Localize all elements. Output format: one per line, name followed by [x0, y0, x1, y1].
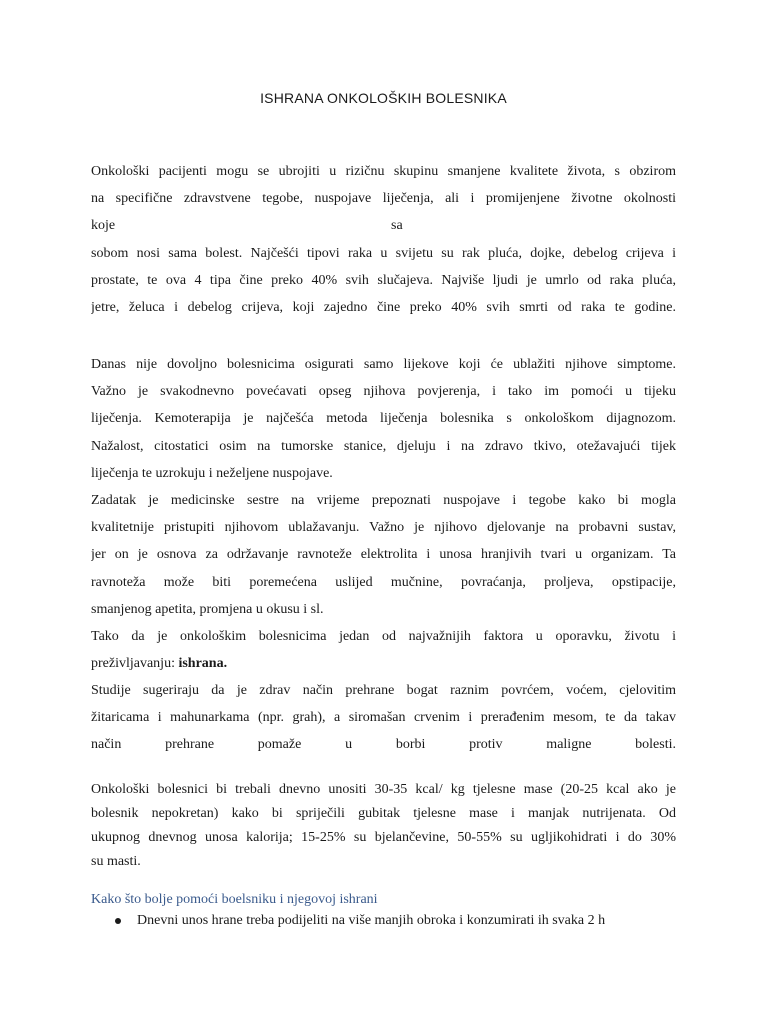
text-line: bolesnik nepokretan) kako bi spriječili gubitak tjelesne mase i manjak nutrijenata. Od: [91, 806, 676, 821]
paragraph-therapy: [91, 351, 676, 487]
text-line: su masti.: [91, 854, 141, 869]
text-line: Onkološki bolesnici bi trebali dnevno unositi 30-35 kcal/ kg tjelesne mase (20-25 kcal ako je: [91, 782, 676, 797]
text-line: način prehrane pomaže u borbi protiv maligne bolesti.: [91, 737, 676, 753]
text-line: Tako da je onkološkim bolesnicima jedan od najvažnijih faktora u oporavku, životu i: [91, 629, 676, 644]
text-line: ukupnog dnevnog unosa kalorija; 15-25% su bjelančevine, 50-55% su ugljikohidrati i do 30%: [91, 830, 676, 845]
text-line: Zadatak je medicinske sestre na vrijeme prepoznati nuspojave i tegobe kako bi mogla: [91, 493, 676, 508]
text-fragment: sa: [391, 218, 403, 234]
paragraph-nurse-task: [91, 487, 676, 623]
text-line: prostate, te ova 4 tipa čine preko 40% svih slučajeva. Najviše ljudi je umrlo od raka pluća,: [91, 272, 676, 288]
text-line: liječenja te uzrokuju i neželjene nuspojave.: [91, 465, 333, 481]
bullet-icon: [115, 918, 121, 924]
text-fragment: koje: [91, 218, 116, 234]
text-line: liječenja. Kemoterapija je najčešća metoda liječenja bolesnika s onkološkom dijagnozom.: [91, 411, 676, 427]
text-line: smanjenog apetita, promjena u okusu i sl.: [91, 601, 324, 617]
section-heading: Kako što bolje pomoći boelsniku i njegovoj ishrani: [91, 892, 378, 907]
text-fragment: preživljavanju:: [91, 656, 179, 672]
text-line: Nažalost, citostatici osim na tumorske stanice, djeluju i na zdravo tkivo, otežavajući tijek: [91, 438, 676, 454]
text-line: kvalitetnije pristupiti njihovom ublažavanju. Važno je njihovo djelovanje na probavni sustav,: [91, 520, 676, 536]
text-line: ravnoteža može biti poremećena uslijed mučnine, povraćanja, proljeva, opstipacije,: [91, 574, 676, 590]
text-line: [91, 212, 676, 239]
emphasis-text: ishrana.: [178, 656, 228, 672]
text-line: žitaricama i mahunarkama (npr. grah), a siromašan crvenim i prerađenim mesom, te da takav: [91, 710, 676, 726]
text-line: Danas nije dovoljno bolesnicima osigurati samo lijekove koji će ublažiti njihove simptome.: [91, 357, 676, 372]
document-title: ISHRANA ONKOLOŠKIH BOLESNIKA: [260, 90, 507, 106]
text-line: Važno je svakodnevno povećavati opseg njihova povjerenja, i tako im pomoći u tijeku: [91, 384, 676, 400]
text-line: sobom nosi sama bolest. Najčešći tipovi raka u svijetu su rak pluća, dojke, debelog crijeva i: [91, 245, 676, 261]
paragraph-calories: [91, 778, 676, 874]
paragraph-nutrition-factor: [91, 623, 676, 677]
paragraph-intro: [91, 158, 676, 321]
list-item-text: Dnevni unos hrane treba podijeliti na više manjih obroka i konzumirati ih svaka 2 h: [137, 913, 606, 928]
paragraph-studies: [91, 677, 676, 759]
text-line: jer on je osnova za održavanje ravnoteže elektrolita i unosa hranjivih tvari u organizam. Ta: [91, 547, 676, 563]
text-line: na specifične zdravstvene tegobe, nuspojave liječenja, ali i promijenjene životne okolnosti: [91, 191, 676, 207]
text-line: Onkološki pacijenti mogu se ubrojiti u rizičnu skupinu smanjene kvalitete života, s obzirom: [91, 164, 676, 179]
text-line: Studije sugeriraju da je zdrav način prehrane bogat raznim povrćem, voćem, cjelovitim: [91, 683, 676, 698]
text-line: jetre, želuca i debelog crijeva, koji zajedno čine preko 40% svih smrti od raka te godine.: [91, 299, 676, 315]
text-line: [91, 650, 676, 677]
